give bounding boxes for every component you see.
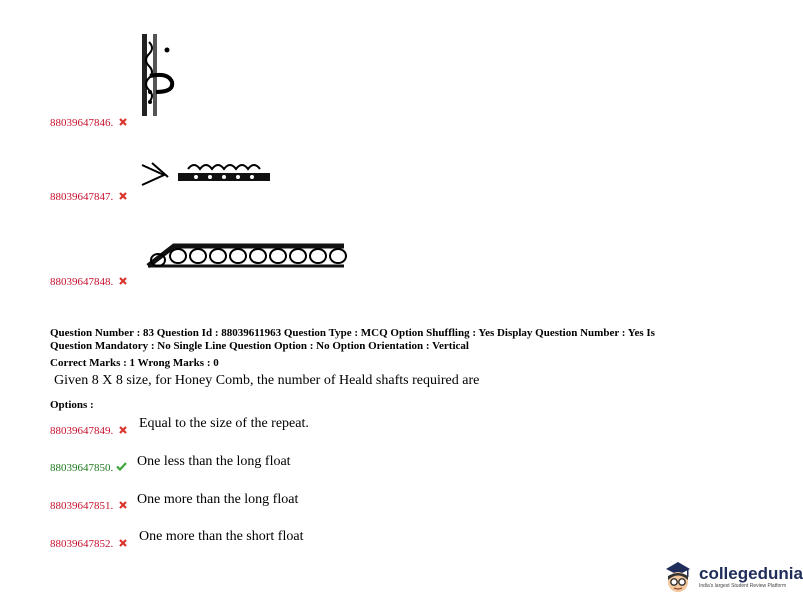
option-text-852: One more than the short float (139, 529, 304, 544)
option-id-846 (50, 117, 127, 129)
option-id-text: 88039647850. (50, 462, 114, 474)
option-id-text: 88039647846. (50, 117, 114, 129)
option-id-850 (50, 462, 127, 474)
wrong-mark-icon (119, 425, 127, 437)
mascot-icon (660, 559, 696, 595)
question-meta-line2: Question Mandatory : No Single Line Question Option : No Option Orientation : Vertical (50, 340, 469, 352)
option-image-846 (136, 32, 184, 118)
correct-check-icon (116, 462, 127, 474)
wrong-mark-icon (119, 538, 127, 550)
option-image-848 (144, 236, 352, 276)
option-id-text: 88039647849. (50, 425, 114, 437)
option-id-text: 88039647851. (50, 500, 114, 512)
wrong-mark-icon (119, 117, 127, 129)
option-id-text: 88039647847. (50, 191, 114, 203)
question-meta-line1: Question Number : 83 Question Id : 88039611963 Question Type : MCQ Option Shuffling : Yes Display Question Number : Yes Is (50, 327, 655, 339)
question-stem: Given 8 X 8 size, for Honey Comb, the number of Heald shafts required are (54, 373, 480, 388)
wrong-mark-icon (119, 500, 127, 512)
wrong-mark-icon (119, 191, 127, 203)
brand-name: collegedunia (699, 563, 803, 583)
option-id-text: 88039647848. (50, 276, 114, 288)
wrong-mark-icon (119, 276, 127, 288)
option-id-text: 88039647852. (50, 538, 114, 550)
option-text-851: One more than the long float (137, 492, 299, 507)
option-image-847 (138, 155, 276, 191)
option-id-851 (50, 500, 127, 512)
option-id-848 (50, 276, 127, 288)
option-id-849 (50, 425, 127, 437)
options-label: Options : (50, 399, 94, 411)
question-marks: Correct Marks : 1 Wrong Marks : 0 (50, 357, 219, 369)
brand-tagline: India's largest Student Review Platform (699, 582, 787, 589)
option-text-850: One less than the long float (137, 454, 291, 469)
option-id-852 (50, 538, 127, 550)
brand-logo (660, 559, 803, 595)
option-text-849: Equal to the size of the repeat. (139, 416, 309, 431)
option-id-847 (50, 191, 127, 203)
